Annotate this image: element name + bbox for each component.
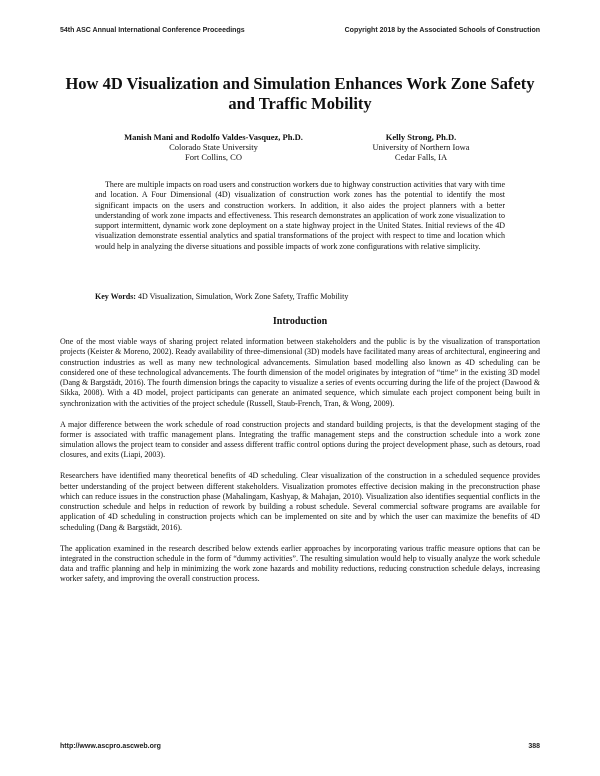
author-affiliation: University of Northern Iowa	[372, 142, 470, 152]
author-block	[60, 132, 540, 162]
footer-url[interactable]: http://www.ascpro.ascweb.org	[60, 743, 161, 750]
page-footer	[60, 743, 540, 750]
paragraph: A major difference between the work schedule of road construction projects and standard building projects, is that the development staging of the former is associated with traffic management plans. Integrating the traffic management steps and the construction schedule into a work zone simulation allows the project team to consider and assess different traffic control options during the project development phase, such as detours, road closures, and exits (Liapi, 2003).	[60, 419, 540, 460]
paragraph: The application examined in the research described below extends earlier approaches by incorporating various traffic measure options that can be integrated in the construction schedule in the form of “dummy activities”. The resulting simulation would help to visually analyze the work schedule data and traffic planning and help in minimizing the work zone hazards and mobility reductions, reducing construction schedule delays, increasing worker safety, and improving the overall construction process.	[60, 543, 540, 584]
author-location: Fort Collins, CO	[185, 152, 242, 162]
author-group-1	[90, 132, 337, 162]
abstract: There are multiple impacts on road users and construction workers due to highway construction activities that vary with time and location. A Four Dimensional (4D) visualization of construction work zones has the potential to identify the most significant impacts on the users and construction workers. In addition, it also aides the project planners with a better understanding of work zone impacts and effectiveness. This research demonstrates an application of work zone visualization to support intermittent, dynamic work zone deployment on a state highway project in the United States. Initial reviews of the 4D visualization demonstrate essential analytics and spatial transformations of the project with respect to time and location which would help in analyzing the diverse situations and possible impacts of work zone configurations with relative simplicity.	[95, 180, 505, 251]
author-group-2	[337, 132, 505, 162]
paragraph: Researchers have identified many theoretical benefits of 4D scheduling. Clear visualization of the construction in a scheduled sequence provides better understanding of the project between different stakeholders. Visualization promotes effective decision making in the preconstruction phase which can reduce issues in the construction phase (Mahalingam, Kashyap, & Mahajan, 2010). Visualization also identifies sequential conflicts in the construction schedule and helps in reduction of rework by building a robust schedule. Several commercial software programs are available for application of 4D scheduling in construction projects which can be implemented on site and by which the user can maximize the benefits of 4D scheduling (Dang & Bargstädt, 2016).	[60, 471, 540, 532]
running-header	[60, 27, 540, 34]
paper-title: How 4D Visualization and Simulation Enhances Work Zone Safety and Traffic Mobility	[65, 74, 535, 113]
keywords-text: 4D Visualization, Simulation, Work Zone Safety, Traffic Mobility	[137, 292, 349, 301]
author-affiliation: Colorado State University	[169, 142, 258, 152]
author-names: Manish Mani and Rodolfo Valdes-Vasquez, Ph.D.	[124, 132, 303, 142]
paragraph: One of the most viable ways of sharing project related information between stakeholders and the public is by the visualization of transportation projects (Keister & Moreno, 2002). Ready availability of three-dimensional (3D) models have facilitated many areas of architectural, engineering and construction industries as well as many new technological advancements. Simulation based modelling also known as 4D scheduling can be considered one of these technological advancements. The fourth dimension of the model originates by integration of “time” in the existing 3D model (Dang & Bargstädt, 2016). The fourth dimension brings the capacity to visualize a series of events occurring during the life of the project (Dawood & Sikka, 2008). With a 4D model, project participants can generate an animated sequence, which simulate each project component being built in synchronization with the activities of the project schedule (Russell, Staub-French, Tran, & Wong, 2009).	[60, 337, 540, 408]
keywords	[95, 292, 505, 302]
header-conference: 54th ASC Annual International Conference Proceedings	[60, 27, 245, 34]
header-copyright: Copyright 2018 by the Associated Schools of Construction	[344, 27, 540, 34]
page-number: 388	[528, 743, 540, 750]
section-body	[60, 337, 540, 595]
author-names: Kelly Strong, Ph.D.	[385, 132, 457, 142]
keywords-label: Key Words:	[95, 292, 136, 301]
author-location: Cedar Falls, IA	[394, 152, 448, 162]
section-heading-introduction: Introduction	[272, 316, 328, 327]
